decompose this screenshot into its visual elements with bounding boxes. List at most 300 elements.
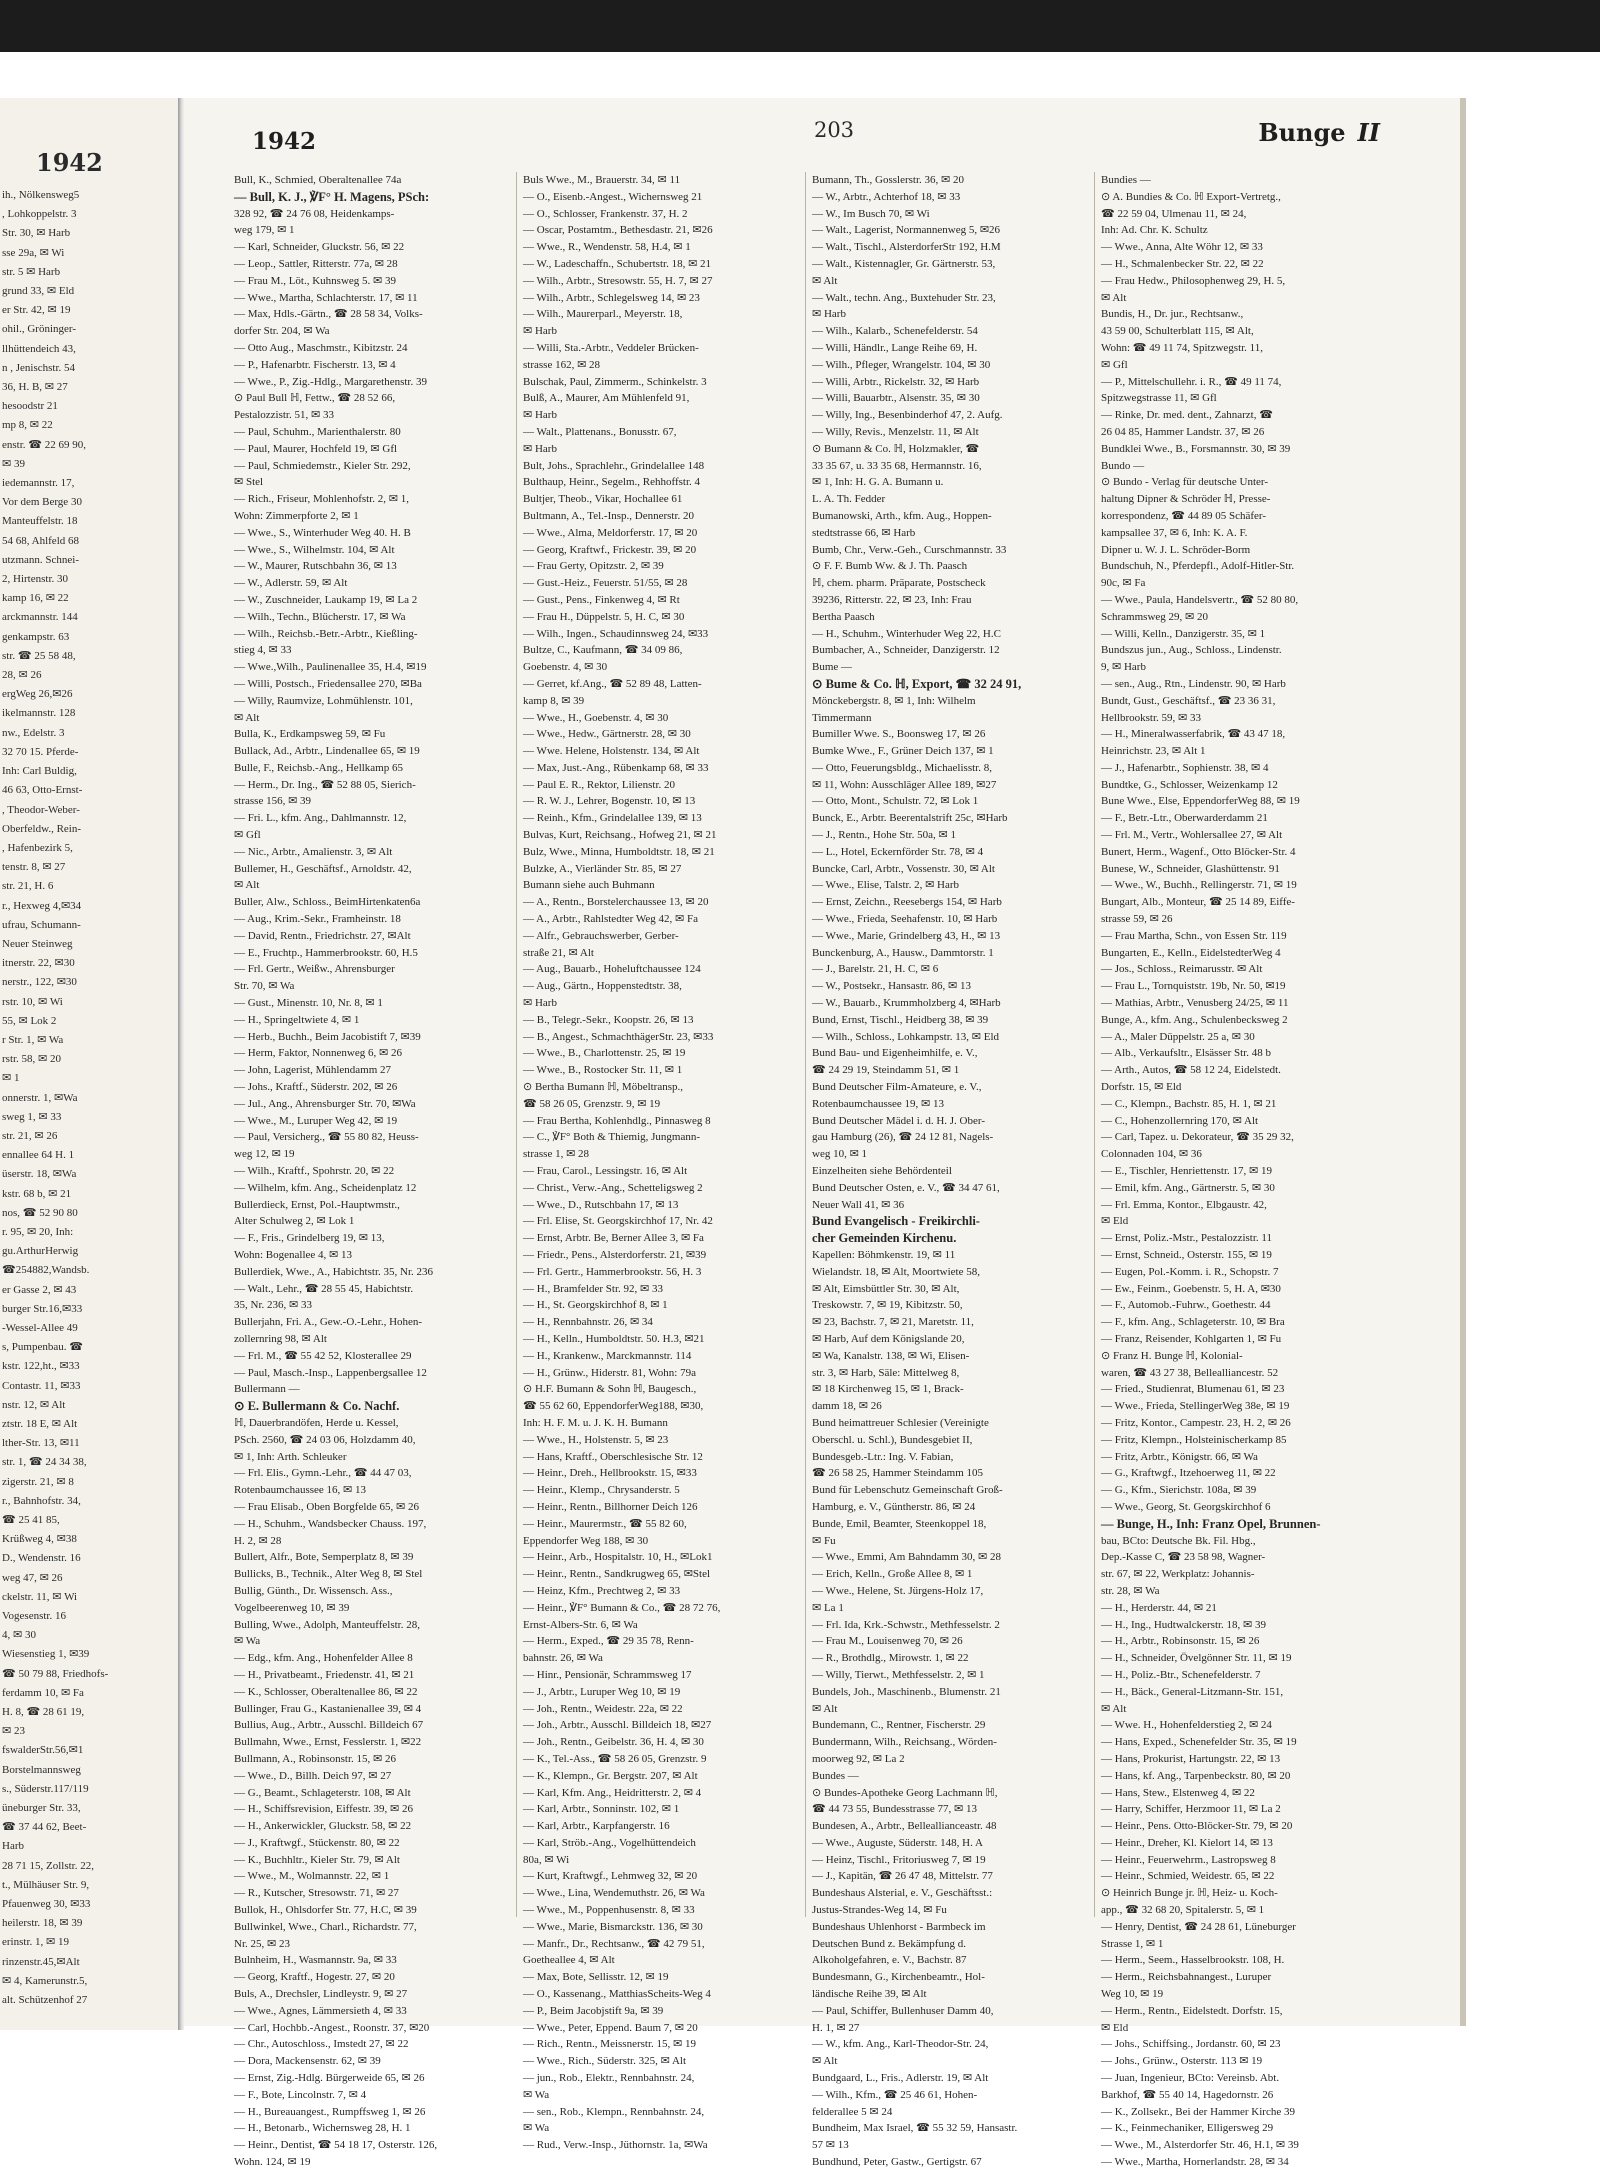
directory-entry: 35, Nr. 236, ✉ 33	[234, 1299, 312, 1312]
directory-entry: — Ew., Feinm., Goebenstr. 5, H. A, ✉30	[1101, 1282, 1281, 1295]
directory-entry: — A., Maler Düppelstr. 25 a, ✉ 30	[1101, 1030, 1255, 1043]
directory-entry: — Eugen, Pol.-Komm. i. R., Schopstr. 7	[1101, 1265, 1279, 1278]
left-page-line: itnerstr. 22, ✉30	[2, 957, 75, 970]
directory-entry: — Willi, Händlr., Lange Reihe 69, H.	[812, 341, 978, 354]
directory-entry: Bundemann, C., Rentner, Fischerstr. 29	[812, 1719, 986, 1732]
directory-entry: Bunese, W., Schneider, Glashüttenstr. 91	[1101, 862, 1280, 875]
directory-entry: — Chr., Autoschloss., Imstedt 27, ✉ 22	[234, 2038, 409, 2051]
left-page-line: ferdamm 10, ✉ Fa	[2, 1686, 84, 1699]
directory-entry: Bumbacher, A., Schneider, Danzigerstr. 12	[812, 644, 1000, 657]
page-header	[184, 98, 1460, 154]
directory-entry: Bund Evangelisch - Freikirchli-	[812, 1214, 980, 1229]
directory-entry: — Wilh., Kraftf., Spohrstr. 20, ✉ 22	[234, 1165, 395, 1178]
left-page-line: nstr. 12, ✉ Alt	[2, 1398, 66, 1411]
directory-entry: — Nic., Arbtr., Amalienstr. 3, ✉ Alt	[234, 845, 393, 858]
directory-entry: Bund heimattreuer Schlesier (Vereinigte	[812, 1416, 989, 1429]
directory-entry: Bulvas, Kurt, Reichsang., Hofweg 21, ✉ 21	[523, 829, 717, 842]
directory-entry: strasse 162, ✉ 28	[523, 358, 601, 371]
directory-entry: — W., Im Busch 70, ✉ Wi	[812, 207, 930, 220]
directory-entry: — Ernst, Zeichn., Reesebergs 154, ✉ Harb	[812, 896, 1002, 909]
directory-entry: ✉ 11, Wohn: Ausschläger Allee 189, ✉27	[812, 778, 997, 791]
directory-entry: — A., Rentn., Borstelerchaussee 13, ✉ 20	[523, 896, 709, 909]
directory-entry: — B., Telegr.-Sekr., Koopstr. 26, ✉ 13	[523, 1013, 694, 1026]
directory-entry: — H., Schiffsrevision, Eiffestr. 39, ✉ 26	[234, 1803, 413, 1816]
directory-entry: Bundis, H., Dr. jur., Rechtsanw.,	[1101, 308, 1244, 321]
left-page-line: Vogesenstr. 16	[2, 1610, 66, 1623]
directory-entry: — G., Kfm., Sierichstr. 108a, ✉ 39	[1101, 1484, 1257, 1497]
left-page-line: heilerstr. 18, ✉ 39	[2, 1917, 83, 1930]
directory-entry: Bundo —	[1101, 459, 1145, 472]
directory-entry: Wohn: ☎ 49 11 74, Spitzwegstr. 11,	[1101, 341, 1264, 354]
directory-entry: Bulschak, Paul, Zimmerm., Schinkelstr. 3	[523, 375, 707, 388]
directory-entry: ✉ Alt	[812, 274, 838, 287]
left-page-line: Neuer Steinweg	[2, 937, 73, 950]
directory-column-2	[516, 172, 805, 2152]
directory-entry: Wohn: Bogenallee 4, ✉ 13	[234, 1249, 353, 1261]
left-page-line: str. 1, ☎ 24 34 38,	[2, 1456, 87, 1469]
left-page-line: str. 21, H. 6	[2, 880, 54, 893]
directory-entry: — Wwe. Helene, Holstenstr. 134, ✉ Alt	[523, 745, 700, 758]
directory-entry: ℍ, chem. pharm. Präparate, Postscheck	[812, 577, 986, 590]
directory-entry: — Rich., Friseur, Mohlenhofstr. 2, ✉ 1,	[234, 493, 409, 506]
directory-entry: ☎ 58 26 05, Grenzstr. 9, ✉ 19	[523, 1097, 661, 1110]
left-page-line: ✉ 23	[2, 1725, 25, 1738]
left-page-line: r Str. 1, ✉ Wa	[2, 1033, 64, 1046]
directory-entry: Buller, Alw., Schloss., BeimHirtenkaten6a	[234, 896, 421, 909]
directory-entry: kampsallee 37, ✉ 6, Inh: K. A. F.	[1101, 526, 1248, 539]
scan-top-border	[0, 0, 1600, 52]
directory-entry: — H., Kelln., Humboldtstr. 50. H.3, ✉21	[523, 1332, 705, 1345]
directory-entry: Ernst-Albers-Str. 6, ✉ Wa	[523, 1618, 638, 1631]
left-page-line: Str. 30, ✉ Harb	[2, 227, 71, 240]
directory-entry: — Alb., Verkaufsltr., Elsässer Str. 48 b	[1101, 1047, 1271, 1060]
directory-entry: — Heinr., Pens. Otto-Blöcker-Str. 79, ✉ 20	[1101, 1820, 1293, 1833]
directory-entry: — Gust., Pens., Finkenweg 4, ✉ Rt	[523, 593, 680, 606]
directory-entry: — J., Rentn., Hohe Str. 50a, ✉ 1	[812, 829, 956, 842]
directory-entry: — Herm., Rentn., Eidelstedt. Dorfstr. 15,	[1101, 2004, 1283, 2017]
directory-entry: — R. W. J., Lehrer, Bogenstr. 10, ✉ 13	[523, 795, 696, 808]
directory-entry: — P., Mittelschullehr. i. R., ☎ 49 11 74,	[1101, 375, 1282, 388]
directory-entry: — K., Zollsekr., Bei der Hammer Kirche 39	[1101, 2105, 1295, 2118]
directory-entry: ☎ 22 59 04, Ulmenau 11, ✉ 24,	[1101, 207, 1247, 220]
directory-entry: Bull, K., Schmied, Oberaltenallee 74a	[234, 174, 402, 186]
directory-entry: — H., Springeltwiete 4, ✉ 1	[234, 1013, 360, 1026]
directory-entry: — Wwe., Georg, St. Georgskirchhof 6	[1101, 1500, 1271, 1513]
directory-entry: — F., Betr.-Ltr., Oberwarderdamm 21	[1101, 812, 1268, 825]
directory-entry: Barkhof, ☎ 55 40 14, Hagedornstr. 26	[1101, 2088, 1274, 2101]
left-page-line: D., Wendenstr. 16	[2, 1552, 81, 1565]
directory-entry: Heinrichstr. 23, ✉ Alt 1	[1101, 745, 1206, 758]
left-page-line: grund 33, ✉ Eld	[2, 285, 75, 298]
left-page-line: Contastr. 11, ✉33	[2, 1379, 81, 1392]
directory-entry: — J., Barelstr. 21, H. C, ✉ 6	[812, 963, 939, 976]
directory-entry: — Wwe., M., Wolmannstr. 22, ✉ 1	[234, 1870, 390, 1883]
directory-entry: — Walt., Lagerist, Normannenweg 5, ✉26	[812, 224, 1001, 237]
directory-entry: — Frl. M., ☎ 55 42 52, Klosterallee 29	[234, 1349, 412, 1362]
directory-entry: — Wilh., Arbtr., Stresowstr. 55, H. 7, ✉ 27	[523, 274, 713, 287]
directory-entry: — Heinr., ℣F° Bumann & Co., ☎ 28 72 76,	[523, 1601, 721, 1614]
directory-entry: — G., Beamt., Schlageterstr. 108, ✉ Alt	[234, 1786, 411, 1799]
left-page-line: 36, H. B, ✉ 27	[2, 381, 68, 394]
directory-entry: Inh: H. F. M. u. J. K. H. Bumann	[523, 1416, 668, 1429]
directory-entry: — Wwe., H., Holstenstr. 5, ✉ 23	[523, 1433, 669, 1446]
directory-entry: — Georg, Kraftf., Hogestr. 27, ✉ 20	[234, 1971, 395, 1984]
directory-entry: — H., Schuhm., Wandsbecker Chauss. 197,	[234, 1517, 427, 1530]
directory-entry: ländische Reihe 39, ✉ Alt	[812, 1988, 927, 2001]
directory-page	[184, 98, 1460, 2169]
directory-entry: Bullerdieck, Ernst, Pol.-Hauptwmstr.,	[234, 1198, 400, 1211]
directory-entry: Buncke, Carl, Arbtr., Vossenstr. 30, ✉ Alt	[812, 862, 995, 875]
directory-entry: — Wwe., Martha, Hornerlandstr. 28, ✉ 34	[1101, 2156, 1289, 2169]
directory-entry: ☎ 55 62 60, EppendorferWeg188, ✉30,	[523, 1400, 704, 1413]
left-page-line: 55, ✉ Lok 2	[2, 1014, 57, 1027]
page-edge-shadow	[1460, 98, 1466, 2026]
directory-entry: — Wwe., M., Luruper Weg 42, ✉ 19	[234, 1114, 398, 1127]
left-page-line: genkampstr. 63	[2, 630, 70, 643]
directory-entry: ✉ 18 Kirchenweg 15, ✉ 1, Brack-	[812, 1383, 964, 1396]
directory-entry: ✉ 23, Bachstr. 7, ✉ 21, Maretstr. 11,	[812, 1316, 974, 1329]
directory-entry: — Walt., Lehr., ☎ 28 55 45, Habichtstr.	[234, 1282, 414, 1295]
directory-entry: Treskowstr. 7, ✉ 19, Kibitzstr. 50,	[812, 1299, 963, 1312]
directory-entry: — sen., Aug., Rtn., Lindenstr. 90, ✉ Harb	[1101, 677, 1286, 690]
directory-entry: — Wwe., Marie, Grindelberg 43, H., ✉ 13	[812, 929, 1001, 942]
directory-entry: — Wwe., M., Poppenhusenstr. 8, ✉ 33	[523, 1904, 695, 1917]
directory-entry: weg 12, ✉ 19	[234, 1148, 295, 1161]
directory-entry: straße 21, ✉ Alt	[523, 946, 594, 959]
directory-entry: Bullwinkel, Wwe., Charl., Richardstr. 77,	[234, 1920, 417, 1933]
directory-entry: Vogelbeerenweg 10, ✉ 39	[234, 1601, 350, 1614]
directory-entry: Bundszus jun., Aug., Schloss., Lindenstr.	[1101, 644, 1282, 657]
directory-entry: — Wwe., D., Rutschbahn 17, ✉ 13	[523, 1198, 679, 1211]
left-page-line: 2, Hirtenstr. 30	[2, 573, 68, 586]
directory-entry: Bundeshaus Uhlenhorst - Barmbeck im	[812, 1920, 986, 1933]
directory-entry: ℍ, Dauerbrandöfen, Herde u. Kessel,	[234, 1416, 399, 1429]
directory-entry: — Wwe., Frieda, Seehafenstr. 10, ✉ Harb	[812, 913, 998, 926]
directory-entry: — Rich., Rentn., Meissnerstr. 15, ✉ 19	[523, 2038, 696, 2051]
directory-entry: — Willi, Postsch., Friedensallee 270, ✉Ba	[234, 677, 422, 690]
directory-entry: — Christ., Verw.-Ang., Schetteligsweg 2	[523, 1181, 703, 1194]
directory-entry: — F., Automob.-Fuhrw., Goethestr. 44	[1101, 1299, 1271, 1312]
directory-entry: — H., Betonarb., Wichernsweg 28, H. 1	[234, 2122, 411, 2135]
directory-entry: — Gust., Minenstr. 10, Nr. 8, ✉ 1	[234, 997, 383, 1010]
directory-entry: — E., Fruchtp., Hammerbrookstr. 60, H.5	[234, 946, 418, 959]
left-page-line: ergWeg 26,✉26	[2, 688, 73, 701]
left-page-line: Manteuffelstr. 18	[2, 515, 78, 528]
directory-entry: — Heinr., Feuerwehrm., Lastropsweg 8	[1101, 1853, 1276, 1866]
directory-entry: — Heinr., Rentn., Sandkrugweg 65, ✉Stel	[523, 1568, 711, 1581]
directory-entry: — Wwe., B., Rostocker Str. 11, ✉ 1	[523, 1064, 683, 1077]
directory-entry: — Wilh., Reichsb.-Betr.-Arbtr., Kießling-	[234, 627, 418, 640]
directory-entry: strasse 59, ✉ 26	[1101, 913, 1173, 926]
directory-entry: — K., Feinmechaniker, Elligersweg 29	[1101, 2122, 1274, 2135]
left-page-line: kamp 16, ✉ 22	[2, 592, 69, 605]
directory-entry: — Aug., Bauarb., Hoheluftchaussee 124	[523, 963, 701, 976]
directory-entry: Justus-Strandes-Weg 14, ✉ Fu	[812, 1904, 947, 1917]
directory-entry: Alkoholgefahren, e. V., Bachstr. 87	[812, 1954, 967, 1967]
directory-entry: — Karl, Kfm. Ang., Heidritterstr. 2, ✉ 4	[523, 1786, 702, 1799]
directory-entry: — Frl. M., Vertr., Wohlersallee 27, ✉ Alt	[1101, 829, 1283, 842]
directory-entry: ⊙ F. F. Bumb Ww. & J. Th. Paasch	[812, 560, 968, 573]
directory-entry: Bunck, E., Arbtr. Beerentalstrift 25c, ✉Harb	[812, 812, 1008, 825]
left-page-line: ✉ 4, Kamerunstr.5,	[2, 1974, 88, 1987]
directory-entry: Rotenbaumchaussee 19, ✉ 13	[812, 1097, 945, 1110]
directory-entry: Bulla, K., Erdkampsweg 59, ✉ Fu	[234, 728, 386, 741]
directory-entry: — Wwe., B., Charlottenstr. 25, ✉ 19	[523, 1047, 686, 1060]
directory-entry: — Hinr., Pensionär, Schrammsweg 17	[523, 1668, 692, 1681]
directory-entry: — Frau Martha, Schn., von Essen Str. 119	[1101, 929, 1287, 942]
directory-entry: — Carl, Hochbb.-Angest., Roonstr. 37, ✉20	[234, 2021, 430, 2034]
left-page-line: ztstr. 18 E, ✉ Alt	[2, 1418, 78, 1430]
directory-entry: Bundtke, G., Schlosser, Weizenkamp 12	[1101, 778, 1278, 791]
directory-entry: — Heinr., Rentn., Billhorner Deich 126	[523, 1500, 698, 1513]
directory-entry: — H., Mineralwasserfabrik, ☎ 43 47 18,	[1101, 728, 1286, 741]
directory-entry: 33 35 67, u. 33 35 68, Hermannstr. 16,	[812, 459, 982, 472]
directory-entry: — Wwe. H., Hohenfelderstieg 2, ✉ 24	[1101, 1719, 1272, 1732]
directory-entry: — Henry, Dentist, ☎ 24 28 61, Lüneburger	[1101, 1920, 1296, 1933]
directory-entry: Alter Schulweg 2, ✉ Lok 1	[234, 1215, 355, 1228]
directory-entry: — Karl, Arbtr., Karpfangerstr. 16	[523, 1820, 670, 1833]
directory-entry: — Heinr., Dreh., Hellbrookstr. 15, ✉33	[523, 1467, 697, 1480]
directory-entry: — Heinr., Arb., Hospitalstr. 10, H., ✉Lok1	[523, 1551, 713, 1564]
directory-entry: — O., Eisenb.-Angest., Wichernsweg 21	[523, 190, 703, 203]
directory-entry: — C., ℣F° Both & Thiemig, Jungmann-	[523, 1131, 701, 1144]
directory-entry: — Wwe., Lina, Wendemuthstr. 26, ✉ Wa	[523, 1887, 705, 1900]
directory-entry: Bult, Johs., Sprachlehr., Grindelallee 148	[523, 459, 705, 472]
left-page-line: rstr. 58, ✉ 20	[2, 1053, 62, 1066]
directory-entry: stedtstrasse 66, ✉ Harb	[812, 526, 916, 539]
directory-entry: ⊙ Bume & Co. ℍ, Export, ☎ 32 24 91,	[812, 676, 1022, 691]
directory-entry: PSch. 2560, ☎ 24 03 06, Holzdamm 40,	[234, 1433, 416, 1446]
directory-entry: — Fritz, Kontor., Campestr. 23, H. 2, ✉ 26	[1101, 1416, 1291, 1429]
directory-entry: — J., Kapitän, ☎ 26 47 48, Mittelstr. 77	[812, 1870, 993, 1883]
left-page-line: kstr. 122,ht., ✉33	[2, 1360, 80, 1373]
directory-entry: — Heinz, Tischl., Fritoriusweg 7, ✉ 19	[812, 1853, 986, 1866]
directory-entry: Hamburg, e. V., Güntherstr. 86, ✉ 24	[812, 1500, 976, 1513]
directory-entry: Bulnheim, H., Wasmannstr. 9a, ✉ 33	[234, 1954, 397, 1967]
left-page-line: burger Str.16,✉33	[2, 1302, 83, 1315]
left-page-line: er Str. 42, ✉ 19	[2, 304, 71, 317]
directory-entry: — Walt., Tischl., AlsterdorferStr 192, H.M	[812, 241, 1001, 254]
directory-entry: — Otto, Feuerungsbldg., Michaelisstr. 8,	[812, 761, 992, 774]
directory-entry: — Frl. Gertr., Weißw., Ahrensburger	[234, 963, 395, 976]
directory-entry: — Wwe., M., Alsterdorfer Str. 46, H.1, ✉ 39	[1101, 2139, 1299, 2152]
left-page-line: arckmannstr. 144	[2, 611, 78, 624]
left-page-line: lther-Str. 13, ✉11	[2, 1437, 80, 1450]
directory-entry: ✉ Eld	[1101, 2021, 1129, 2034]
directory-entry: — Gust.-Heiz., Feuerstr. 51/55, ✉ 28	[523, 577, 688, 590]
directory-entry: — K., Schlosser, Oberaltenallee 86, ✉ 22	[234, 1685, 418, 1698]
left-page-line: ☎254882,Wandsb.	[2, 1264, 90, 1277]
left-page-line: str. 5 ✉ Harb	[2, 265, 61, 278]
directory-entry: — Aug., Gärtn., Hoppenstedtstr. 38,	[523, 980, 682, 993]
directory-entry: ✉ Alt	[234, 711, 260, 724]
directory-entry: H. 1, ✉ 27	[812, 2021, 860, 2034]
page-number: 203	[813, 118, 855, 142]
directory-entry: — Frl. Elis., Gymn.-Lehr., ☎ 44 47 03,	[234, 1467, 412, 1480]
directory-entry: dorfer Str. 204, ✉ Wa	[234, 325, 330, 338]
directory-entry: — Rinke, Dr. med. dent., Zahnarzt, ☎	[1101, 409, 1273, 422]
directory-entry: bahnstr. 26, ✉ Wa	[523, 1652, 603, 1665]
directory-entry: Bullius, Aug., Arbtr., Ausschl. Billdeich 67	[234, 1719, 424, 1732]
directory-entry: ✉ 1, Inh: Arth. Schleuker	[234, 1450, 347, 1463]
directory-entry: Bullinger, Frau G., Kastanienallee 39, ✉ 4	[234, 1702, 422, 1715]
directory-entry: ✉ Alt	[234, 879, 260, 892]
directory-entry: ✉ 1, Inh: H. G. A. Bumann u.	[812, 476, 944, 489]
directory-entry: — Frau H., Düppelstr. 5, H. C, ✉ 30	[523, 610, 685, 623]
left-page-line: 28 71 15, Zollstr. 22,	[2, 1859, 94, 1872]
directory-entry: Bundklei Wwe., B., Forsmannstr. 30, ✉ 39	[1101, 442, 1291, 455]
left-page-line: utzmann. Schnei-	[2, 553, 79, 566]
directory-entry: — C., Klempn., Bachstr. 85, H. 1, ✉ 21	[1101, 1097, 1277, 1110]
directory-entry: ✉ Harb	[523, 997, 557, 1010]
directory-entry: Dorfstr. 15, ✉ Eld	[1101, 1081, 1182, 1094]
directory-entry: — jun., Rob., Elektr., Rennbahnstr. 24,	[523, 2072, 695, 2085]
directory-entry: Bumke Wwe., F., Grüner Deich 137, ✉ 1	[812, 745, 994, 758]
left-page-line: kstr. 68 b, ✉ 21	[2, 1187, 72, 1200]
directory-entry: Inh: Ad. Chr. K. Schultz	[1101, 224, 1208, 237]
directory-entry: Bullerjahn, Fri. A., Gew.-O.-Lehr., Hohen-	[234, 1316, 423, 1329]
directory-entry: Bullemer, H., Geschäftsf., Arnoldstr. 42,	[234, 862, 412, 875]
directory-entry: — Walt., techn. Ang., Buxtehuder Str. 23,	[812, 291, 996, 304]
directory-entry: Bullmahn, Wwe., Ernst, Fesslerstr. 1, ✉22	[234, 1736, 422, 1749]
directory-entry: Bund, Ernst, Tischl., Heidberg 38, ✉ 39	[812, 1013, 989, 1026]
left-page-line: sweg 1, ✉ 33	[2, 1110, 62, 1123]
directory-entry: — P., Hafenarbtr. Fischerstr. 13, ✉ 4	[234, 358, 396, 371]
directory-entry: — R., Brothdlg., Mirowstr. 1, ✉ 22	[812, 1652, 969, 1665]
directory-entry: — Harry, Schiffer, Herzmoor 11, ✉ La 2	[1101, 1803, 1281, 1816]
directory-entry: — Ernst, Arbtr. Be, Berner Allee 3, ✉ Fa	[523, 1232, 704, 1245]
directory-entry: — H., St. Georgskirchhof 8, ✉ 1	[523, 1299, 668, 1312]
left-page-line: fswalderStr.56,✉1	[2, 1744, 84, 1757]
directory-entry: — Wwe., R., Wendenstr. 58, H.4, ✉ 1	[523, 241, 691, 254]
directory-entry: — Paul, Masch.-Insp., Lappenbergsallee 12	[234, 1366, 427, 1379]
directory-entry: korrespondenz, ☎ 44 89 05 Schäfer-	[1101, 509, 1266, 522]
directory-entry: Bumb, Chr., Verw.-Geh., Curschmannstr. 33	[812, 543, 1007, 556]
directory-entry: Bundeshaus Alsterial, e. V., Geschäftsst.:	[812, 1887, 993, 1900]
left-page-line: nw., Edelstr. 3	[2, 726, 65, 739]
directory-entry: — Hans, Stew., Elstenweg 4, ✉ 22	[1101, 1786, 1255, 1799]
directory-entry: 26 04 85, Hammer Landstr. 37, ✉ 26	[1101, 425, 1265, 438]
directory-entry: ✉ Wa	[523, 2088, 550, 2101]
directory-entry: — Ernst, Zig.-Hdlg. Bürgerweide 65, ✉ 26	[234, 2072, 425, 2085]
directory-entry: Bullert, Alfr., Bote, Semperplatz 8, ✉ 39	[234, 1551, 414, 1564]
directory-entry: — W., Postsekr., Hansastr. 86, ✉ 13	[812, 980, 971, 993]
directory-entry: Bundschuh, N., Pferdepfl., Adolf-Hitler-Str.	[1101, 560, 1295, 573]
directory-entry: — Willy, Tierwt., Methfesselstr. 2, ✉ 1	[812, 1668, 985, 1681]
left-page-line: onnerstr. 1, ✉Wa	[2, 1091, 78, 1104]
left-page-line: ckelstr. 11, ✉ Wi	[2, 1590, 78, 1603]
directory-entry: — J., Kraftwgf., Stückenstr. 80, ✉ 22	[234, 1836, 400, 1849]
directory-entry: — Willy, Revis., Menzelstr. 11, ✉ Alt	[812, 425, 979, 438]
directory-entry: L. A. Th. Fedder	[812, 493, 886, 506]
directory-entry: Nr. 25, ✉ 23	[234, 1937, 290, 1950]
left-page-line: enstr. ☎ 22 69 90,	[2, 438, 86, 451]
directory-entry: — Herm., Reichsbahnangest., Luruper	[1101, 1971, 1272, 1984]
directory-entry: Strasse 1, ✉ 1	[1101, 1937, 1164, 1950]
directory-entry: Buls, A., Drechsler, Lindleystr. 9, ✉ 27	[234, 1988, 408, 2001]
left-page-line: ☎ 37 44 62, Beet-	[2, 1821, 87, 1834]
left-page-line: , Theodor-Weber-	[2, 803, 80, 816]
directory-entry: ⊙ Heinrich Bunge jr. ℍ, Heiz- u. Koch-	[1101, 1887, 1278, 1900]
directory-entry: Bundgaard, L., Fris., Adlerstr. 19, ✉ Alt	[812, 2072, 989, 2085]
directory-entry: Buls Wwe., M., Brauerstr. 34, ✉ 11	[523, 174, 681, 186]
directory-entry: Bundies —	[1101, 174, 1151, 186]
directory-entry: — Paul, Maurer, Hochfeld 19, ✉ Gfl	[234, 442, 398, 455]
directory-entry: — Frau L., Tornquiststr. 19b, Nr. 50, ✉19	[1101, 980, 1286, 993]
directory-entry: — H., Rennbahnstr. 26, ✉ 34	[523, 1316, 653, 1329]
directory-entry: waren, ☎ 43 27 38, Bellealliancestr. 52	[1101, 1366, 1279, 1379]
left-page-line: ☎ 50 79 88, Friedhofs-	[2, 1667, 109, 1680]
directory-entry: Bund für Lebenschutz Gemeinschaft Groß-	[812, 1484, 1003, 1497]
left-page-line: sse 29a, ✉ Wi	[2, 246, 65, 259]
directory-entry: — Hans, kf. Ang., Tarpenbeckstr. 80, ✉ 20	[1101, 1769, 1291, 1782]
directory-entry: Oberschl. u. Schl.), Bundesgebiet II,	[812, 1433, 973, 1446]
directory-entry: — Friedr., Pens., Alsterdorferstr. 21, ✉39	[523, 1249, 707, 1261]
directory-entry: — Wwe., S., Wilhelmstr. 104, ✉ Alt	[234, 543, 395, 556]
directory-entry: Bumanowski, Arth., kfm. Aug., Hoppen-	[812, 509, 992, 522]
directory-entry: Bulß, A., Maurer, Am Mühlenfeld 91,	[523, 392, 690, 405]
directory-entry: — Fritz, Arbtr., Königstr. 66, ✉ Wa	[1101, 1450, 1258, 1463]
left-page-line: rstr. 10, ✉ Wi	[2, 995, 63, 1008]
directory-entry: ✉ Eld	[1101, 1215, 1129, 1228]
directory-entry: Bundesen, A., Arbtr., Belleallianceastr. 48	[812, 1820, 997, 1833]
directory-entry: Str. 70, ✉ Wa	[234, 980, 295, 993]
directory-entry: — Wwe., Frieda, StellingerWeg 38e, ✉ 19	[1101, 1400, 1290, 1413]
directory-entry: str. 67, ✉ 22, Werkplatz: Johannis-	[1101, 1568, 1255, 1581]
left-page-year: 1942	[36, 148, 103, 177]
directory-entry: Bulling, Wwe., Adolph, Manteuffelstr. 28,	[234, 1618, 420, 1631]
directory-entry: — Wilh., Kfm., ☎ 25 46 61, Hohen-	[812, 2088, 978, 2101]
directory-entry: — W., Zuschneider, Laukamp 19, ✉ La 2	[234, 593, 418, 606]
left-page-lines	[2, 186, 176, 2010]
directory-entry: — sen., Rob., Klempn., Rennbahnstr. 24,	[523, 2105, 705, 2118]
directory-entry: — H., Schuhm., Winterhuder Weg 22, H.C	[812, 627, 1001, 640]
directory-entry: Bulz, Wwe., Minna, Humboldtstr. 18, ✉ 21	[523, 845, 715, 858]
directory-entry: ✉ Gfl	[234, 829, 261, 842]
directory-entry: bau, BCto: Deutsche Bk. Fil. Hbg.,	[1101, 1534, 1256, 1547]
directory-entry: Bund Deutscher Film-Amateure, e. V.,	[812, 1081, 982, 1094]
directory-entry: Bunert, Herm., Wagenf., Otto Blöcker-Str. 4	[1101, 845, 1296, 858]
left-page-line: r., Bahnhofstr. 34,	[2, 1494, 81, 1507]
directory-entry: ✉ Alt	[812, 2055, 838, 2068]
left-page-line: 46 63, Otto-Ernst-	[2, 784, 83, 797]
directory-entry: Bultze, C., Kaufmann, ☎ 34 09 86,	[523, 644, 683, 657]
directory-entry: Dep.-Kasse C, ☎ 23 58 98, Wagner-	[1101, 1551, 1266, 1564]
directory-entry: — Edg., kfm. Ang., Hohenfelder Allee 8	[234, 1652, 413, 1665]
left-page-line: Pfauenweg 30, ✉33	[2, 1898, 91, 1911]
directory-entry: ☎ 44 73 55, Bundesstrasse 77, ✉ 13	[812, 1803, 977, 1816]
directory-entry: — Willi, Sta.-Arbtr., Veddeler Brücken-	[523, 341, 699, 354]
directory-entry: — H., Bramfelder Str. 92, ✉ 33	[523, 1282, 663, 1295]
directory-entry: — Franz, Reisender, Kohlgarten 1, ✉ Fu	[1101, 1332, 1282, 1345]
directory-entry: Weg 10, ✉ 19	[1101, 1988, 1164, 2001]
directory-entry: — Frau Gerty, Opitzstr. 2, ✉ 39	[523, 560, 664, 573]
directory-entry: — Paul, Versicherg., ☎ 55 80 82, Heuss-	[234, 1131, 419, 1144]
directory-entry: — F., Bote, Lincolnstr. 7, ✉ 4	[234, 2088, 367, 2101]
directory-entry: ✉ Harb	[523, 442, 557, 455]
directory-entry: ✉ Alt	[1101, 1702, 1127, 1715]
directory-entry: gau Hamburg (26), ☎ 24 12 81, Nagels-	[812, 1131, 994, 1144]
directory-entry: — Willi, Kelln., Danzigerstr. 35, ✉ 1	[1101, 627, 1266, 640]
directory-entry: — Herb., Buchh., Beim Jacobistift 7, ✉39	[234, 1030, 421, 1043]
directory-entry: — Paul E. R., Rektor, Lilienstr. 20	[523, 778, 676, 791]
directory-entry: Bund Deutscher Osten, e. V., ☎ 34 47 61,	[812, 1181, 1000, 1194]
directory-entry: — Jos., Schloss., Reimarusstr. ✉ Alt	[1101, 963, 1263, 976]
directory-entry: — Karl, Ströb.-Ang., Vogelhüttendeich	[523, 1836, 696, 1849]
directory-entry: — Wwe., H., Goebenstr. 4, ✉ 30	[523, 711, 669, 724]
directory-entry: — H., Bäck., General-Litzmann-Str. 151,	[1101, 1685, 1284, 1698]
directory-entry: Goetheallee 4, ✉ Alt	[523, 1954, 615, 1967]
